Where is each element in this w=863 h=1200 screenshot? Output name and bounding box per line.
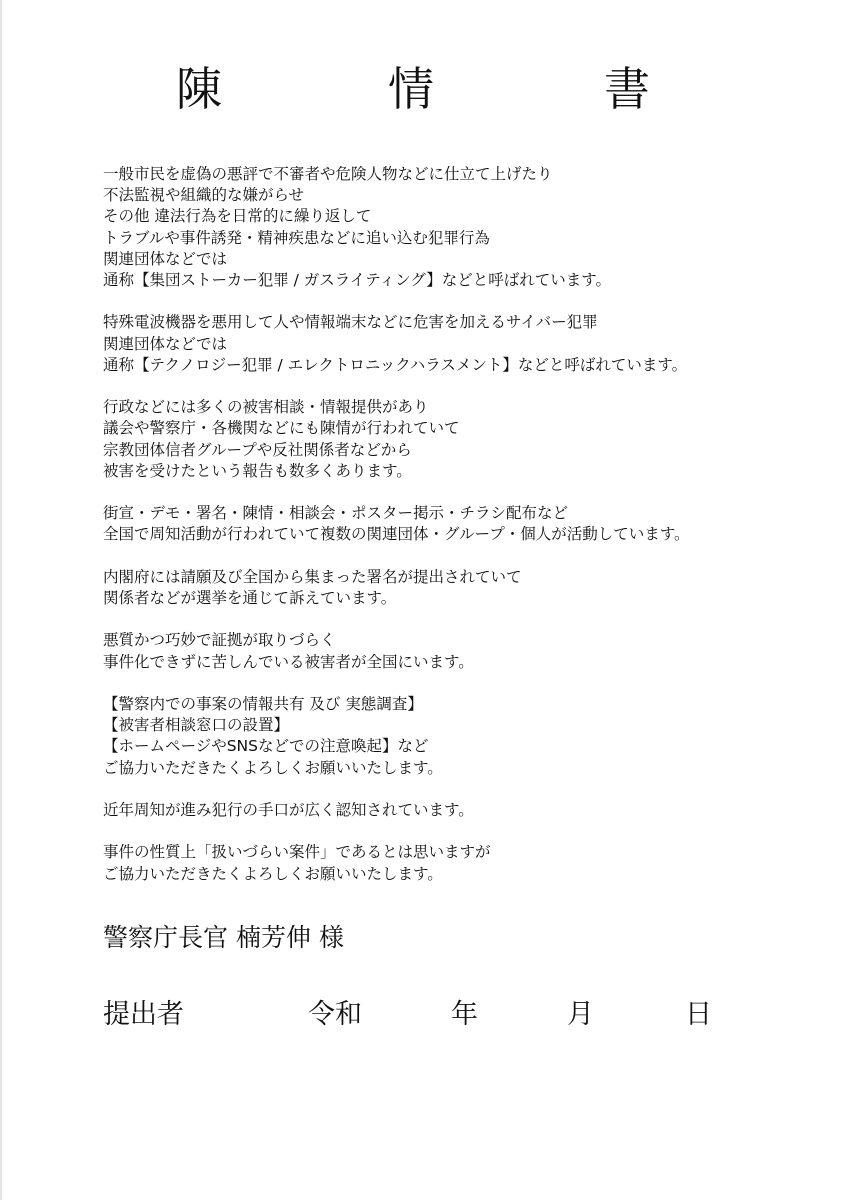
- submitter-label: 提出者: [103, 999, 184, 1030]
- paragraph-line: 関連団体などでは: [103, 249, 228, 268]
- paragraph-line: その他 違法行為を日常的に繰り返して: [103, 207, 372, 226]
- paragraph-line: 【警察内での事案の情報共有 及び 実態調査】: [103, 694, 423, 713]
- paragraph-line: 事件の性質上「扱いづらい案件」であるとは思いますが: [103, 843, 491, 862]
- document-body: [103, 164, 843, 906]
- paragraph-line: 事件化できずに苦しんでいる被害者が全国にいます。: [103, 652, 474, 671]
- era-label: 令和: [308, 999, 362, 1030]
- paragraph: [103, 397, 843, 482]
- paragraph: [103, 503, 843, 545]
- signature-line: [0, 996, 863, 1036]
- addressee: 警察庁長官 楠芳伸 様: [103, 923, 344, 952]
- paragraph: [103, 694, 843, 779]
- paragraph-line: 街宣・デモ・署名・陳情・相談会・ポスター掲示・チラシ配布など: [103, 504, 569, 523]
- paragraph-line: 議会や警察庁・各機関などにも陳情が行われていて: [103, 419, 460, 438]
- paragraph-line: 関係者などが選挙を通じて訴えています。: [103, 589, 397, 607]
- document-title: [0, 62, 863, 122]
- paragraph-line: 【被害者相談窓口の設置】: [103, 716, 290, 735]
- paragraph-line: ご協力いただきたくよろしくお願いいたします。: [103, 864, 443, 883]
- paragraph: [103, 164, 843, 291]
- paragraph-line: 一般市民を虚偽の悪評で不審者や危険人物などに仕立て上げたり: [103, 165, 553, 183]
- paragraph-line: 全国で周知活動が行われていて複数の関連団体・グループ・個人が活動しています。: [103, 525, 690, 544]
- paragraph-line: 【ホームページやSNSなどでの注意喚起】など: [103, 737, 429, 756]
- paragraph-line: 宗教団体信者グループや反社関係者などから: [103, 440, 412, 459]
- paragraph-line: 通称【集団ストーカー犯罪 / ガスライティング】などと呼ばれています。: [103, 271, 611, 290]
- paragraph-line: 関連団体などでは: [103, 334, 228, 353]
- paragraph-line: 特殊電波機器を悪用して人や情報端末などに危害を加えるサイバー犯罪: [103, 313, 598, 332]
- paragraph-line: 行政などには多くの被害相談・情報提供があり: [103, 398, 429, 417]
- paragraph-line: 近年周知が進み犯行の手口が広く認知されています。: [103, 800, 474, 819]
- paragraph-line: 被害を受けたという報告も数多くあります。: [103, 461, 412, 480]
- paragraph-line: 不法監視や組織的な嫌がらせ: [103, 186, 305, 205]
- paragraph-line: 内閣府には請願及び全国から集まった署名が提出されていて: [103, 567, 522, 586]
- paragraph: [103, 630, 843, 672]
- paragraph: [103, 842, 843, 884]
- title-char: 書: [604, 62, 650, 116]
- paragraph-line: ご協力いただきたくよろしくお願いいたします。: [103, 758, 443, 777]
- title-char: 陳: [176, 62, 222, 116]
- paragraph-line: 悪質かつ巧妙で証拠が取りづらく: [103, 631, 336, 650]
- paragraph-line: 通称【テクノロジー犯罪 / エレクトロニックハラスメント】などと呼ばれています。: [103, 355, 688, 374]
- paragraph: [103, 567, 843, 609]
- paragraph-line: トラブルや事件誘発・精神疾患などに追い込む犯罪行為: [103, 228, 490, 247]
- year-label: 年: [451, 999, 478, 1030]
- day-label: 日: [685, 999, 712, 1030]
- paragraph: [103, 800, 843, 821]
- month-label: 月: [567, 999, 594, 1030]
- paragraph: [103, 312, 843, 376]
- title-char: 情: [388, 62, 434, 116]
